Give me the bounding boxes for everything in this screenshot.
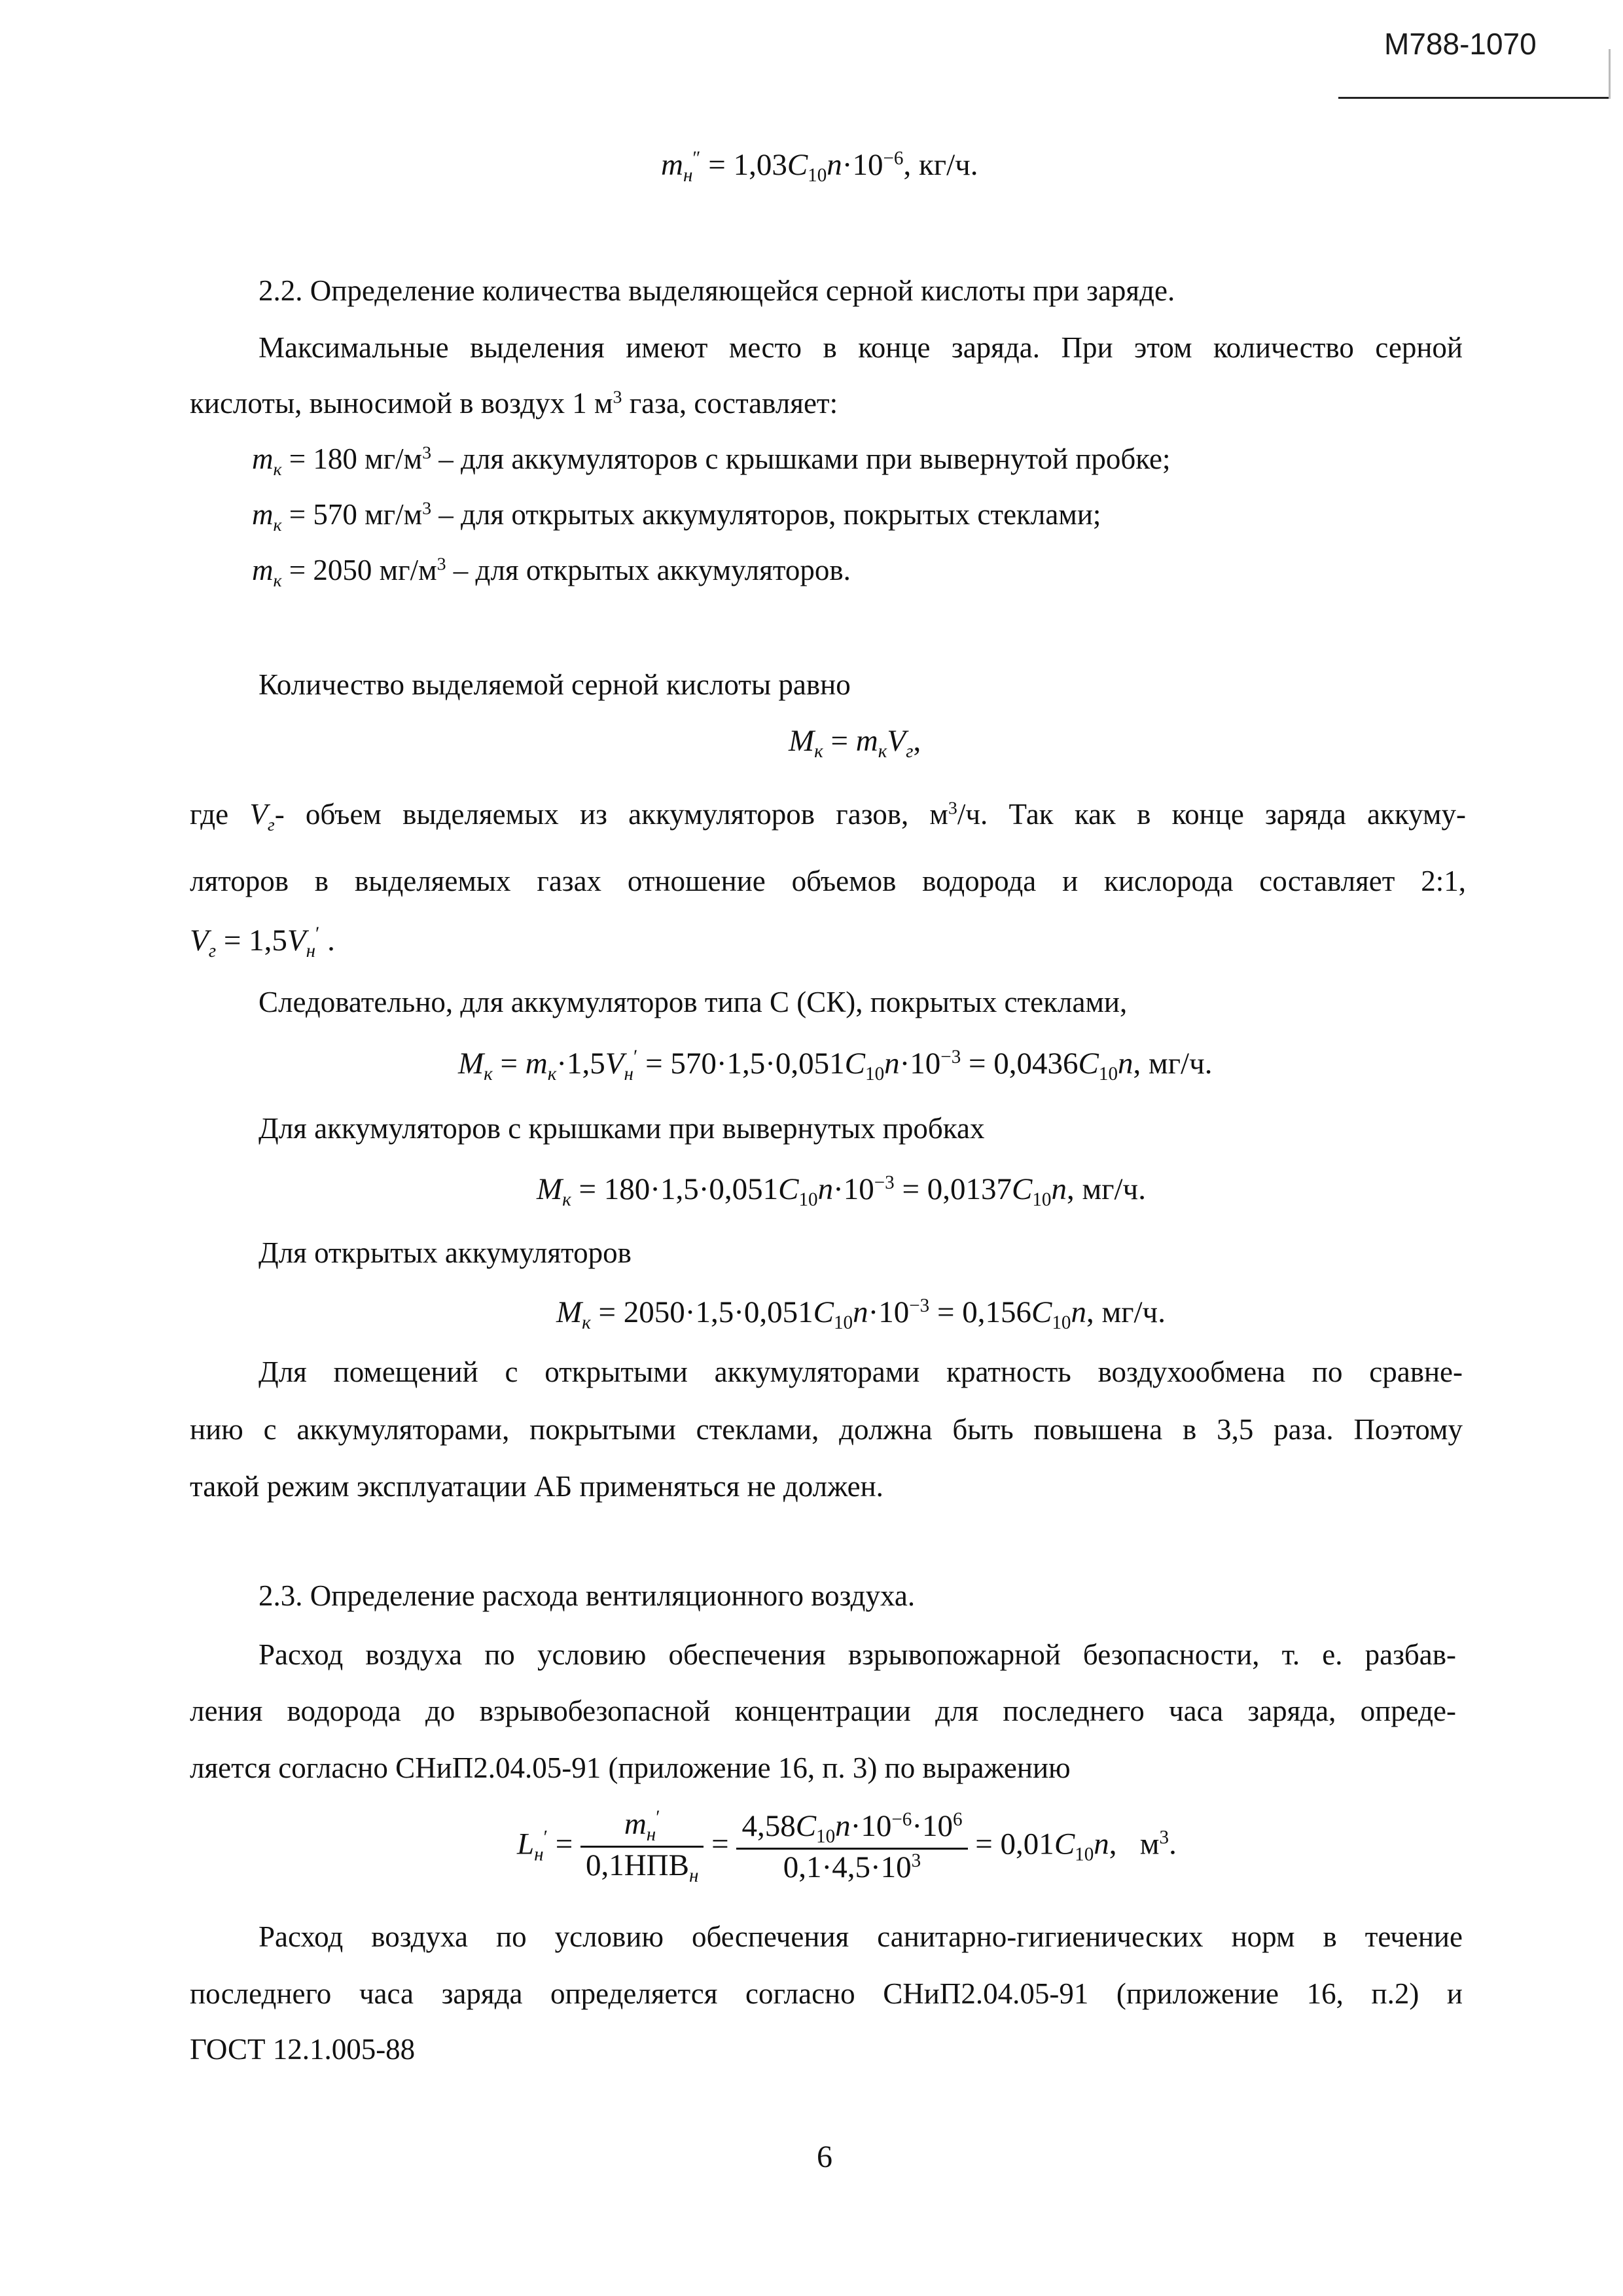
formula-sub: к xyxy=(814,741,823,762)
formula-unit: , мг/ч. xyxy=(1066,1172,1146,1206)
formula-m-n: $m_н'' = 1,03C_{10}n\cdot 10^{-6}$, кг/ч. xyxy=(661,147,978,187)
paragraph-line: Расход воздуха по условию обеспечения санитарно-гигиенических норм в течение xyxy=(259,1920,1463,1953)
mk-description: – для открытых аккумуляторов, покрытых стеклами; xyxy=(431,498,1101,531)
paragraph-line: такой режим эксплуатации АБ применяться не должен. xyxy=(190,1470,883,1503)
text-span: газа, составляет: xyxy=(622,387,838,420)
formula-mk-caps: $M_к = 180\cdot 1,5\cdot 0,051C_{10}n\cdot 10^{-3} = 0,0137C_{10}n$, мг/ч. xyxy=(537,1172,1146,1211)
formula-unit: кг/ч. xyxy=(918,148,978,182)
mk-line-3: $m_к = 2050$ $мг/м^3$ – для открытых аккумуляторов. xyxy=(252,554,851,591)
header-rule-vertical xyxy=(1609,49,1611,99)
formula-vg: $V_г = 1,5V_н'$ . xyxy=(190,923,335,962)
formula-exp: −6 xyxy=(891,1809,912,1831)
formula-part: = 0,0137 xyxy=(902,1172,1012,1206)
formula-sub: н xyxy=(624,1064,633,1085)
formula-part: 4,58 xyxy=(741,1809,796,1844)
mk-value: = 2050 мг/м xyxy=(281,554,437,586)
formula-symbol: M xyxy=(789,724,815,758)
paragraph-line: последнего часа заряда определяется согласно СНиП2.04.05-91 (приложение 16, п.2) и xyxy=(190,1977,1463,2010)
formula-symbol: V xyxy=(887,724,906,758)
formula-n: n xyxy=(827,148,842,182)
paragraph-line: ляется согласно СНиП2.04.05-91 (приложение 16, п. 3) по выражению xyxy=(190,1751,1071,1784)
formula-unit: м xyxy=(1139,1827,1160,1861)
paragraph-line: Количество выделяемой серной кислоты равно xyxy=(259,668,851,701)
mk-value: = 180 мг/м xyxy=(281,442,423,475)
fraction-2: $\frac{4,58C_{10}n\cdot 10^{-6}\cdot 10^6}{0,1\cdot 4,5\cdot 10^3}$ xyxy=(736,1808,967,1885)
text-span: кислоты, выносимой в воздух 1 м xyxy=(190,387,613,420)
formula-exp: −6 xyxy=(883,147,904,169)
formula-coef: 1,03 xyxy=(733,148,787,182)
paragraph-line: Следовательно, для аккумуляторов типа С (СК), покрытых стеклами, xyxy=(259,986,1128,1018)
formula-mk-open: $M_к = 2050\cdot 1,5\cdot 0,051C_{10}n\cdot 10^{-3} = 0,156C_{10}n$, мг/ч. xyxy=(556,1295,1166,1334)
formula-base: 10 xyxy=(852,148,883,182)
formula-symbol: m xyxy=(855,724,878,758)
paragraph-line: где $V_г-$ объем выделяемых из аккумуляторов газов, $м^3/ч$. Так как в конце заряда аккуму- xyxy=(190,798,1466,835)
paragraph-line: ления водорода до взрывобезопасной концентрации для последнего часа заряда, опреде- xyxy=(190,1695,1456,1727)
formula-exp: −3 xyxy=(909,1295,930,1316)
paragraph-line: ляторов в выделяемых газах отношение объемов водорода и кислорода составляет 2:1, xyxy=(190,865,1466,897)
mk-description: – для открытых аккумуляторов. xyxy=(446,554,851,586)
formula-part: = 0,156 xyxy=(936,1295,1031,1329)
formula-unit: , мг/ч. xyxy=(1086,1295,1166,1329)
paragraph-line: Для помещений с открытыми аккумуляторами кратность воздухообмена по сравне- xyxy=(259,1355,1463,1388)
mk-line-2: $m_к = 570$ $мг/м^3$ – для открытых аккумуляторов, покрытых стеклами; xyxy=(252,498,1101,535)
formula-part: = 180·1,5·0,051 xyxy=(579,1172,779,1206)
paragraph-line: нию с аккумуляторами, покрытыми стеклами, должна быть повышена в 3,5 раза. Поэтому xyxy=(190,1413,1463,1446)
formula-part: = 0,01 xyxy=(975,1827,1054,1861)
formula-part: = 0,0436 xyxy=(969,1047,1079,1081)
formula-part: = 570·1,5·0,051 xyxy=(645,1047,845,1081)
header-rule xyxy=(1338,97,1611,99)
formula-part: ·10 xyxy=(899,1047,941,1081)
formula-symbol: n xyxy=(884,1047,900,1081)
paragraph-line: Расход воздуха по условию обеспечения взрывопожарной безопасности, т. е. разбав- xyxy=(259,1638,1456,1671)
paragraph-line: Для аккумуляторов с крышками при вывернутых пробках xyxy=(259,1112,985,1145)
formula-ln: $L_н'$ = $\frac{m_н'}{0,1НПВ_н}$ = $\frac{4,58C_{10}n\cdot 10^{-6}\cdot 10^6}{0,1\cdot 4,5\cdot 10^3}$ = $0,01C_{10}n$, $м^3$. xyxy=(517,1806,1177,1887)
formula-sub: 10 xyxy=(808,165,827,187)
document-code: М788-1070 xyxy=(1384,27,1537,61)
formula-exp: 6 xyxy=(952,1809,963,1831)
text-span: /ч. Так как в конце заряда аккуму- xyxy=(957,798,1466,831)
formula-part: 0,1·4,5·10 xyxy=(783,1850,912,1885)
formula-unit: , мг/ч. xyxy=(1133,1047,1213,1081)
formula-part: = 2050·1,5·0,051 xyxy=(598,1295,813,1329)
paragraph-line: Для открытых аккумуляторов xyxy=(259,1236,632,1269)
section-2-3-heading: 2.3. Определение расхода вентиляционного воздуха. xyxy=(259,1579,916,1612)
formula-part: ·1,5 xyxy=(556,1047,605,1081)
text-span: где xyxy=(190,798,250,831)
paragraph-line: кислоты, выносимой в воздух 1 $м^3$ газа, составляет: xyxy=(190,387,838,420)
formula-mk-glass: $M_к = m_к\cdot 1,5V_н' = 570\cdot 1,5\cdot 0,051C_{10}n\cdot 10^{-3} = 0,0436C_{10}n$, мг/ч. xyxy=(458,1046,1213,1085)
page-number: 6 xyxy=(817,2140,832,2174)
mk-line-1: $m_к = 180$ $мг/м^3$ – для аккумуляторов с крышками при вывернутой пробке; xyxy=(252,442,1171,480)
formula-symbol: V xyxy=(605,1047,624,1081)
formula-exp: 3 xyxy=(911,1850,921,1872)
formula-part: 0,1НПВ xyxy=(585,1848,689,1883)
text-span: - объем выделяемых из аккумуляторов газов, м xyxy=(274,798,948,831)
formula-symbol: m xyxy=(661,148,683,182)
mk-description: – для аккумуляторов с крышками при вывернутой пробке; xyxy=(431,442,1171,475)
formula-eq: = 1,5 xyxy=(223,924,287,958)
fraction-1: $\frac{m_н'}{0,1НПВ_н}$ xyxy=(580,1806,704,1887)
paragraph-line: ГОСТ 12.1.005-88 xyxy=(190,2033,416,2066)
formula-exp: −3 xyxy=(874,1172,895,1193)
formula-var: C xyxy=(787,148,808,182)
formula-exp: −3 xyxy=(940,1046,961,1067)
section-2-2-heading: 2.2. Определение количества выделяющейся серной кислоты при заряде. xyxy=(259,274,1175,307)
paragraph-line: Максимальные выделения имеют место в конце заряда. При этом количество серной xyxy=(259,331,1463,364)
mk-value: = 570 мг/м xyxy=(281,498,423,531)
formula-mk-def: $M_к = m_кV_г$, xyxy=(789,724,921,762)
formula-sub: 10 xyxy=(865,1064,885,1085)
formula-symbol: m xyxy=(624,1807,647,1841)
formula-sub: г xyxy=(906,741,914,762)
formula-symbol: C xyxy=(844,1047,865,1081)
